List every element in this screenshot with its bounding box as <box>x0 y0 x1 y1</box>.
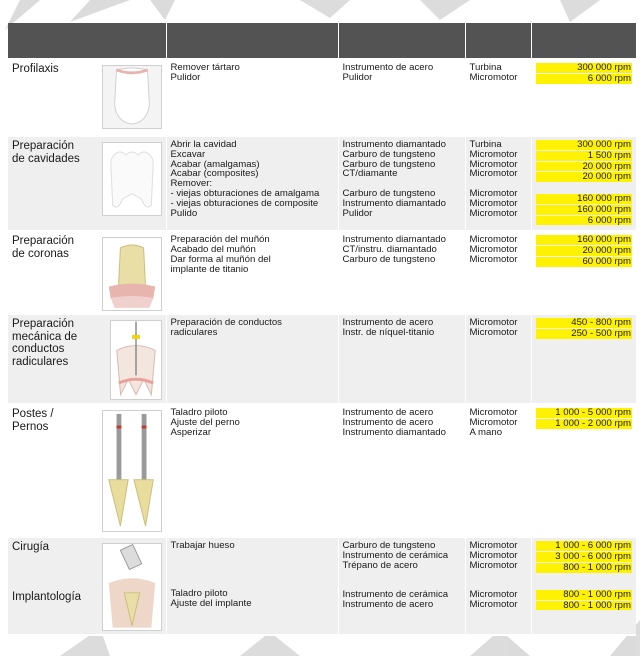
speed-value: 160 000 rpm <box>536 235 633 245</box>
drive-text: Micromotor <box>469 540 518 552</box>
prepared-crown-image <box>102 237 162 311</box>
speed-value: 160 000 rpm <box>536 194 633 204</box>
instrument-cell <box>338 404 465 537</box>
drive-text: Micromotor <box>469 71 518 83</box>
speed-value: 6 000 rpm <box>536 216 633 226</box>
speed-value: 1 000 - 6 000 rpm <box>536 541 633 551</box>
instrument-cell <box>338 537 465 635</box>
header-cell-speed <box>531 23 636 59</box>
instrument-text: Instrumento diamantado <box>342 197 446 209</box>
procedure-name: Postes / Pernos <box>12 408 54 433</box>
procedure-cell <box>8 537 166 635</box>
task-text: - viejas obturaciones de composite <box>170 197 319 209</box>
speed-cell <box>531 59 636 136</box>
instrument-text: CT/instru. diamantado <box>342 244 437 256</box>
instrument-text: Instrumento de acero <box>342 407 434 419</box>
instrument-text: Pulidor <box>342 207 373 219</box>
drive-text: Micromotor <box>469 148 518 160</box>
task-text: Acabado del muñón <box>170 244 256 256</box>
header-cell-instrument <box>338 23 465 59</box>
drive-text: Micromotor <box>469 234 518 246</box>
drive-text: Micromotor <box>469 244 518 256</box>
table-row <box>8 231 636 314</box>
drive-text: Micromotor <box>469 197 518 209</box>
procedure-name: Implantología <box>12 590 82 603</box>
instrument-text: Instrumento diamantado <box>342 234 446 246</box>
drive-text: Micromotor <box>469 253 518 265</box>
instrument-cell <box>338 59 465 136</box>
instrument-text: Trépano de acero <box>342 559 418 571</box>
procedure-cell <box>8 314 166 404</box>
instrument-text: Instr. de níquel-titanio <box>342 327 435 339</box>
task-text: Dar forma al muñón del <box>170 253 271 265</box>
drive-text: Micromotor <box>469 327 518 339</box>
speed-cell <box>531 314 636 404</box>
task-text: Excavar <box>170 148 206 160</box>
procedure-name: Preparación mecánica de conductos radiculares <box>12 318 78 368</box>
procedure-cell <box>8 59 166 136</box>
surgery-implant-image <box>102 543 162 631</box>
speed-value: 1 000 - 5 000 rpm <box>536 408 633 418</box>
speed-value: 3 000 - 6 000 rpm <box>536 552 633 562</box>
drive-cell <box>465 136 531 231</box>
drive-text: Micromotor <box>469 207 518 219</box>
procedure-name: Cirugía <box>12 541 50 554</box>
task-cell <box>166 136 338 231</box>
procedure-cell <box>8 404 166 537</box>
speed-value: 250 - 500 rpm <box>536 329 633 339</box>
task-text: radiculares <box>170 327 218 339</box>
instrument-text: Instrumento de acero <box>342 62 434 73</box>
instrument-text: Instrumento de acero <box>342 598 434 610</box>
instrument-text: Instrumento diamantado <box>342 426 446 438</box>
speed-value: 800 - 1 000 rpm <box>536 563 633 573</box>
table-row <box>8 404 636 537</box>
instrument-text: CT/diamante <box>342 168 398 180</box>
speed-value: 1 500 rpm <box>536 151 633 161</box>
speed-value: 60 000 rpm <box>536 257 633 267</box>
rotary-instrument-speed-table <box>8 23 636 636</box>
instrument-text: Carburo de tungsteno <box>342 148 436 160</box>
speed-value: 800 - 1 000 rpm <box>536 590 633 600</box>
instrument-cell <box>338 136 465 231</box>
task-text: Preparación del muñón <box>170 234 270 246</box>
task-text: Acabar (amalgamas) <box>170 158 260 170</box>
drive-cell <box>465 59 531 136</box>
task-cell <box>166 537 338 635</box>
procedure-name: Preparación de coronas <box>12 235 75 260</box>
drive-text: Micromotor <box>469 550 518 562</box>
instrument-cell <box>338 314 465 404</box>
drive-cell <box>465 404 531 537</box>
task-cell <box>166 404 338 537</box>
drive-text: Micromotor <box>469 588 518 600</box>
instrument-cell <box>338 231 465 314</box>
instrument-text: Pulidor <box>342 71 373 83</box>
speed-value: 300 000 rpm <box>536 63 633 73</box>
drive-cell <box>465 314 531 404</box>
table-row <box>8 59 636 136</box>
speed-value: 450 - 800 rpm <box>536 318 633 328</box>
speed-value: 6 000 rpm <box>536 74 633 84</box>
task-text: Pulidor <box>170 71 201 83</box>
procedure-cell <box>8 136 166 231</box>
drive-text: Micromotor <box>469 598 518 610</box>
instrument-text: Carburo de tungsteno <box>342 540 436 552</box>
drive-text: Micromotor <box>469 407 518 419</box>
task-text: Preparación de conductos <box>170 317 282 329</box>
header-cell-drive <box>465 23 531 59</box>
instrument-text: Carburo de tungsteno <box>342 253 436 265</box>
task-text: Ajuste del perno <box>170 417 240 429</box>
speed-value: 20 000 rpm <box>536 172 633 182</box>
task-text: Asperizar <box>170 426 212 438</box>
drive-text: Turbina <box>469 62 502 73</box>
drive-cell <box>465 231 531 314</box>
task-cell <box>166 314 338 404</box>
instrument-text: Instrumento de acero <box>342 317 434 329</box>
task-text: - viejas obturaciones de amalgama <box>170 187 320 199</box>
speed-cell <box>531 404 636 537</box>
speed-value: 300 000 rpm <box>536 140 633 150</box>
instrument-text: Instrumento de cerámica <box>342 550 449 562</box>
task-text: Taladro piloto <box>170 407 228 419</box>
speed-cell <box>531 136 636 231</box>
task-text: Taladro piloto <box>170 588 228 600</box>
task-text: Pulido <box>170 207 198 219</box>
drive-text: Micromotor <box>469 168 518 180</box>
instrument-text: Instrumento de acero <box>342 417 434 429</box>
task-text: Remover tártaro <box>170 62 240 73</box>
speed-value: 20 000 rpm <box>536 246 633 256</box>
drive-text: Micromotor <box>469 317 518 329</box>
task-text: Acabar (composites) <box>170 168 259 180</box>
instrument-text: Instrumento de cerámica <box>342 588 449 600</box>
header-cell-task <box>166 23 338 59</box>
drive-text: Micromotor <box>469 417 518 429</box>
drive-text: Micromotor <box>469 187 518 199</box>
drive-cell <box>465 537 531 635</box>
root-canal-image <box>110 320 162 400</box>
task-text: Remover: <box>170 178 213 190</box>
speed-value: 1 000 - 2 000 rpm <box>536 419 633 429</box>
procedure-cell <box>8 231 166 314</box>
task-text: Trabajar hueso <box>170 540 235 552</box>
speed-value: 800 - 1 000 rpm <box>536 601 633 611</box>
drive-text: Micromotor <box>469 559 518 571</box>
molar-outline-image <box>102 142 162 216</box>
post-drills-image <box>102 410 162 532</box>
header-cell-procedure <box>8 23 166 59</box>
task-text: Abrir la cavidad <box>170 139 237 150</box>
table-row <box>8 136 636 231</box>
task-cell <box>166 231 338 314</box>
task-cell <box>166 59 338 136</box>
instrument-text: Carburo de tungsteno <box>342 158 436 170</box>
speed-cell <box>531 537 636 635</box>
drive-text: Turbina <box>469 139 502 150</box>
task-text: Ajuste del implante <box>170 597 252 609</box>
procedure-name: Preparación de cavidades <box>12 140 80 165</box>
task-text: implante de titanio <box>170 263 249 275</box>
drive-text: Micromotor <box>469 158 518 170</box>
table-row <box>8 314 636 404</box>
drive-text: A mano <box>469 426 503 438</box>
table-row <box>8 537 636 635</box>
procedure-name: Profilaxis <box>12 63 59 75</box>
speed-value: 160 000 rpm <box>536 205 633 215</box>
instrument-text: Instrumento diamantado <box>342 139 446 150</box>
instrument-text: Carburo de tungsteno <box>342 187 436 199</box>
speed-cell <box>531 231 636 314</box>
tooth-crown-image <box>102 65 162 129</box>
header-row <box>8 23 636 59</box>
speed-value: 20 000 rpm <box>536 162 633 172</box>
